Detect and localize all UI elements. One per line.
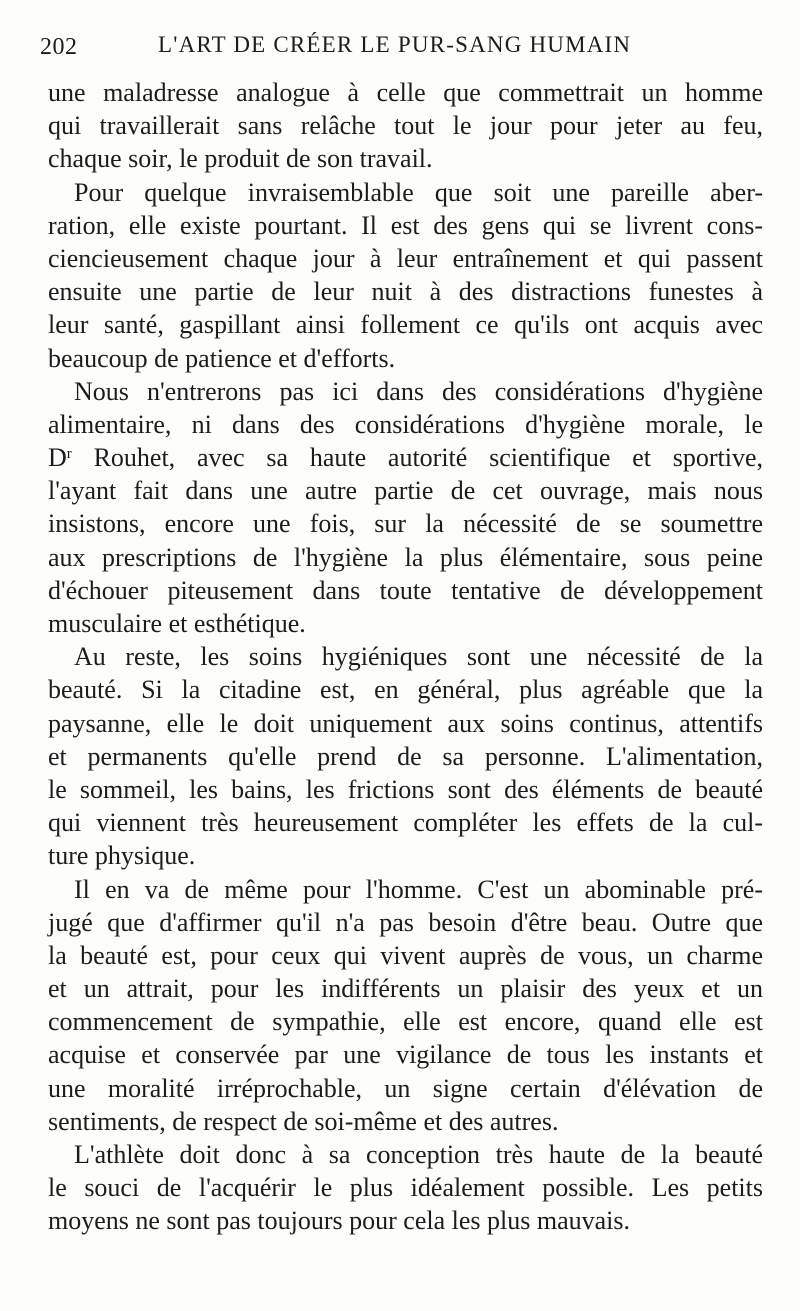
running-head xyxy=(40,32,760,66)
text-line: jugé que d'affirmer qu'il n'a pas besoin d'être beau. Outre que xyxy=(48,907,763,937)
text-line: ture physique. xyxy=(48,841,196,871)
text-line: une maladresse analogue à celle que commettrait un homme xyxy=(48,78,763,107)
text-line: Nous n'entrerons pas ici dans des considérations d'hygiène xyxy=(74,376,763,406)
doctor-abbreviation: D xyxy=(48,443,67,473)
text-line: chaque soir, le produit de son travail. xyxy=(48,144,433,174)
paragraph xyxy=(48,375,763,641)
text-line: L'athlète doit donc à sa conception très haute de la beauté xyxy=(74,1140,763,1169)
text-line: et permanents qu'elle prend de sa personne. L'alimentation, xyxy=(48,741,763,771)
text-line: ensuite une partie de leur nuit à des distractions funestes à xyxy=(48,277,763,307)
text-line: leur santé, gaspillant ainsi follement ce qu'ils ont acquis avec xyxy=(48,310,763,340)
text-line: la beauté est, pour ceux qui vivent auprès de vous, un charme xyxy=(48,940,763,970)
text-line: ration, elle existe pourtant. Il est des gens qui se livrent cons- xyxy=(48,210,763,240)
body-text xyxy=(48,76,763,1238)
running-title: L'ART DE CRÉER LE PUR-SANG HUMAIN xyxy=(158,32,632,57)
text-line: paysanne, elle le doit uniquement aux soins continus, attentifs xyxy=(48,708,763,738)
text-line: beaucoup de patience et d'efforts. xyxy=(48,343,396,373)
text-line: Au reste, les soins hygiéniques sont une nécessité de la xyxy=(74,642,763,672)
paragraph xyxy=(48,76,763,176)
text-line: beauté. Si la citadine est, en général, plus agréable que la xyxy=(48,675,763,705)
text-line: commencement de sympathie, elle est encore, quand elle est xyxy=(48,1007,763,1037)
text-line: le souci de l'acquérir le plus idéalement possible. Les petits xyxy=(48,1173,763,1203)
text-line: Pour quelque invraisemblable que soit une pareille aber- xyxy=(74,177,763,207)
paragraph xyxy=(48,176,763,375)
text-line: ciencieusement chaque jour à leur entraînement et qui passent xyxy=(48,243,763,273)
text-line: aux prescriptions de l'hygiène la plus élémentaire, sous peine xyxy=(48,542,763,572)
text-line: qui viennent très heureusement compléter les effets de la cul- xyxy=(48,808,763,838)
text-line: l'ayant fait dans une autre partie de cet ouvrage, mais nous xyxy=(48,476,763,506)
text-line: Il en va de même pour l'homme. C'est un abominable pré- xyxy=(74,874,763,904)
paragraph xyxy=(48,1138,763,1238)
text-line: le sommeil, les bains, les frictions sont des éléments de beauté xyxy=(48,774,763,804)
text-line-remainder: Rouhet, avec sa haute autorité scientifique et sportive, xyxy=(93,443,764,473)
text-line: moyens ne sont pas toujours pour cela les plus mauvais. xyxy=(48,1206,631,1236)
text-line: alimentaire, ni dans des considérations d'hygiène morale, le xyxy=(48,409,763,439)
text-line: qui travaillerait sans relâche tout le jour pour jeter au feu, xyxy=(48,111,763,141)
paragraph xyxy=(48,873,763,1139)
text-line: musculaire et esthétique. xyxy=(48,609,306,638)
page-number: 202 xyxy=(40,34,78,60)
text-line: acquise et conservée par une vigilance de tous les instants et xyxy=(48,1040,763,1070)
text-line: sentiments, de respect de soi-même et des autres. xyxy=(48,1106,559,1136)
paragraph xyxy=(48,640,763,872)
text-line: une moralité irréprochable, un signe certain d'élévation de xyxy=(48,1073,763,1103)
text-line: insistons, encore une fois, sur la nécessité de se soumettre xyxy=(48,509,763,539)
text-line-with-abbreviation xyxy=(48,441,763,474)
text-line: et un attrait, pour les indifférents un plaisir des yeux et un xyxy=(48,974,763,1004)
text-line: d'échouer piteusement dans toute tentative de développement xyxy=(48,575,763,605)
doctor-superscript: r xyxy=(66,446,72,463)
